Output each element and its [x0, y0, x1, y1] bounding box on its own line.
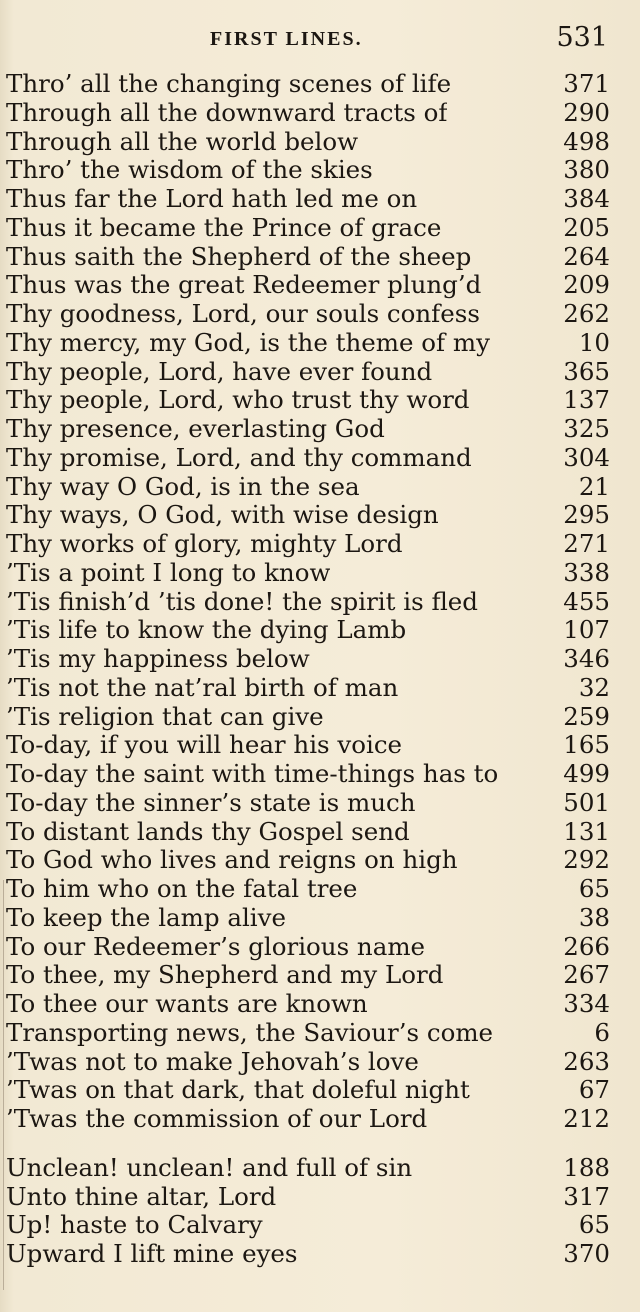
- entry-hymn-number: 264: [563, 241, 610, 271]
- index-entry: [6, 904, 610, 933]
- entry-hymn-number: 365: [563, 356, 610, 386]
- index-entry: [6, 358, 610, 387]
- index-entry: [6, 933, 610, 962]
- index-entry: [6, 760, 610, 789]
- index-entry: [6, 1183, 610, 1212]
- index-entry: [6, 789, 610, 818]
- index-entry: [6, 1240, 610, 1269]
- entry-hymn-number: 380: [563, 155, 610, 185]
- entry-first-line: To our Redeemer’s glorious name: [6, 932, 426, 961]
- entry-first-line: Thy ways, O God, with wise design: [6, 501, 439, 530]
- entry-first-line: Thy works of glory, mighty Lord: [6, 530, 403, 558]
- index-entry: [6, 818, 610, 847]
- entry-hymn-number: 271: [563, 529, 610, 558]
- entry-hymn-number: 267: [563, 960, 610, 990]
- index-entry: [6, 674, 610, 703]
- index-entry: [6, 1105, 610, 1134]
- entry-first-line: Upward I lift mine eyes: [6, 1240, 298, 1268]
- index-entry: [6, 1154, 610, 1183]
- entry-hymn-number: 334: [563, 989, 610, 1018]
- entry-hymn-number: 65: [578, 1210, 610, 1240]
- entry-first-line: Thus it became the Prince of grace: [6, 213, 442, 242]
- entry-first-line: ’Tis religion that can give: [6, 702, 324, 731]
- running-title: FIRST LINES.: [210, 28, 363, 50]
- index-entry: [6, 1211, 610, 1240]
- entry-hymn-number: 21: [578, 471, 610, 501]
- index-entry: [6, 444, 610, 473]
- entry-first-line: Unclean! unclean! and full of sin: [6, 1153, 413, 1182]
- page-number: 531: [556, 22, 608, 53]
- entry-hymn-number: 38: [578, 902, 610, 932]
- entry-hymn-number: 65: [578, 874, 610, 903]
- entry-hymn-number: 137: [563, 385, 610, 415]
- index-entry: [6, 1048, 610, 1077]
- index-entry: [6, 731, 610, 760]
- entry-hymn-number: 338: [563, 557, 610, 587]
- index-entry: [6, 329, 610, 358]
- index-entry: [6, 530, 610, 559]
- entry-first-line: Thy promise, Lord, and thy command: [6, 443, 472, 472]
- entry-hymn-number: 498: [563, 126, 610, 156]
- index-entry: [6, 300, 610, 329]
- entry-first-line: Thy mercy, my God, is the theme of my: [6, 328, 490, 357]
- entry-hymn-number: 188: [563, 1152, 610, 1182]
- entry-first-line: To-day, if you will hear his voice: [6, 731, 403, 760]
- entry-hymn-number: 209: [563, 270, 610, 300]
- entry-hymn-number: 10: [578, 327, 610, 357]
- entry-hymn-number: 263: [563, 1046, 610, 1076]
- entry-hymn-number: 262: [563, 299, 610, 328]
- index-entry: [6, 243, 610, 272]
- entry-first-line: To God who lives and reigns on high: [6, 846, 458, 875]
- entry-first-line: ’Tis a point I long to know: [6, 558, 331, 587]
- entry-first-line: Up! haste to Calvary: [6, 1211, 263, 1240]
- entry-hymn-number: 290: [563, 97, 610, 127]
- entry-hymn-number: 212: [563, 1104, 610, 1133]
- entry-first-line: Thus far the Lord hath led me on: [6, 185, 418, 213]
- index-entry: [6, 588, 610, 617]
- entry-first-line: ’Tis finish’d ’tis done! the spirit is fled: [6, 587, 478, 616]
- entry-hymn-number: 131: [563, 816, 610, 846]
- index-entry: [6, 185, 610, 214]
- entry-first-line: Thy people, Lord, who trust thy word: [6, 386, 470, 415]
- entry-first-line: ’Twas not to make Jehovah’s love: [6, 1047, 419, 1076]
- entry-first-line: Thro’ all the changing scenes of life: [6, 70, 452, 98]
- first-lines-index: [6, 70, 610, 1269]
- entry-first-line: Unto thine altar, Lord: [6, 1182, 277, 1211]
- entry-hymn-number: 107: [563, 615, 610, 645]
- index-entry: [6, 703, 610, 732]
- index-entry: [6, 961, 610, 990]
- entry-first-line: Thy people, Lord, have ever found: [6, 357, 433, 386]
- entry-hymn-number: 165: [563, 730, 610, 760]
- index-entry: [6, 473, 610, 502]
- index-entry: [6, 1019, 610, 1048]
- entry-first-line: ’Tis my happiness below: [6, 645, 310, 673]
- entry-hymn-number: 455: [563, 586, 610, 616]
- index-entry: [6, 415, 610, 444]
- page-header: [0, 22, 640, 56]
- entry-first-line: ’Tis not the nat’ral birth of man: [6, 673, 399, 702]
- entry-first-line: Thy goodness, Lord, our souls confess: [6, 300, 480, 328]
- entry-first-line: ’Twas the commission of our Lord: [6, 1105, 428, 1133]
- entry-hymn-number: 304: [563, 442, 610, 472]
- index-entry: [6, 214, 610, 243]
- entry-first-line: To-day the saint with time-things has to: [6, 760, 499, 788]
- index-entry: [6, 990, 610, 1019]
- entry-hymn-number: 501: [563, 787, 610, 817]
- entry-first-line: Transporting news, the Saviour’s come: [6, 1018, 494, 1047]
- index-entry: [6, 70, 610, 99]
- entry-first-line: ’Tis life to know the dying Lamb: [6, 616, 407, 645]
- entry-hymn-number: 6: [594, 1017, 610, 1047]
- index-entry: [6, 128, 610, 157]
- entry-hymn-number: 295: [563, 500, 610, 530]
- entry-hymn-number: 370: [563, 1239, 610, 1268]
- index-entry: [6, 156, 610, 185]
- entry-first-line: Thy presence, everlasting God: [6, 415, 385, 443]
- entry-hymn-number: 67: [578, 1075, 610, 1105]
- index-entry: [6, 386, 610, 415]
- entry-hymn-number: 205: [563, 212, 610, 242]
- entry-first-line: To thee, my Shepherd and my Lord: [6, 961, 444, 990]
- index-entry: [6, 645, 610, 674]
- entry-hymn-number: 292: [563, 845, 610, 875]
- entry-hymn-number: 317: [563, 1181, 610, 1211]
- index-entry: [6, 846, 610, 875]
- entry-first-line: To keep the lamp alive: [6, 903, 286, 932]
- entry-first-line: To distant lands thy Gospel send: [6, 817, 410, 846]
- entry-first-line: Thy way O God, is in the sea: [6, 472, 360, 501]
- entry-first-line: Thus saith the Shepherd of the sheep: [6, 242, 472, 271]
- index-entry: [6, 501, 610, 530]
- index-entry: [6, 559, 610, 588]
- entry-hymn-number: 499: [563, 759, 610, 788]
- entry-first-line: ’Twas on that dark, that doleful night: [6, 1076, 470, 1105]
- entry-first-line: To-day the sinner’s state is much: [6, 788, 416, 817]
- entry-hymn-number: 384: [563, 184, 610, 213]
- index-entry: [6, 616, 610, 645]
- entry-hymn-number: 266: [563, 931, 610, 961]
- entry-first-line: To him who on the fatal tree: [6, 875, 358, 903]
- entry-hymn-number: 325: [563, 414, 610, 443]
- index-entry: [6, 875, 610, 904]
- entry-hymn-number: 259: [563, 701, 610, 731]
- entry-first-line: Thus was the great Redeemer plung’d: [6, 271, 482, 300]
- entry-hymn-number: 371: [563, 69, 610, 98]
- entry-first-line: Thro’ the wisdom of the skies: [6, 156, 373, 185]
- entry-first-line: Through all the downward tracts of: [6, 98, 448, 127]
- page-edge-rule: [3, 880, 4, 1290]
- section-gap: [6, 1134, 610, 1154]
- entry-first-line: Through all the world below: [6, 127, 359, 156]
- index-entry: [6, 99, 610, 128]
- entry-hymn-number: 32: [578, 672, 610, 702]
- index-entry: [6, 1076, 610, 1105]
- index-entry: [6, 271, 610, 300]
- entry-hymn-number: 346: [563, 644, 610, 673]
- entry-first-line: To thee our wants are known: [6, 990, 368, 1018]
